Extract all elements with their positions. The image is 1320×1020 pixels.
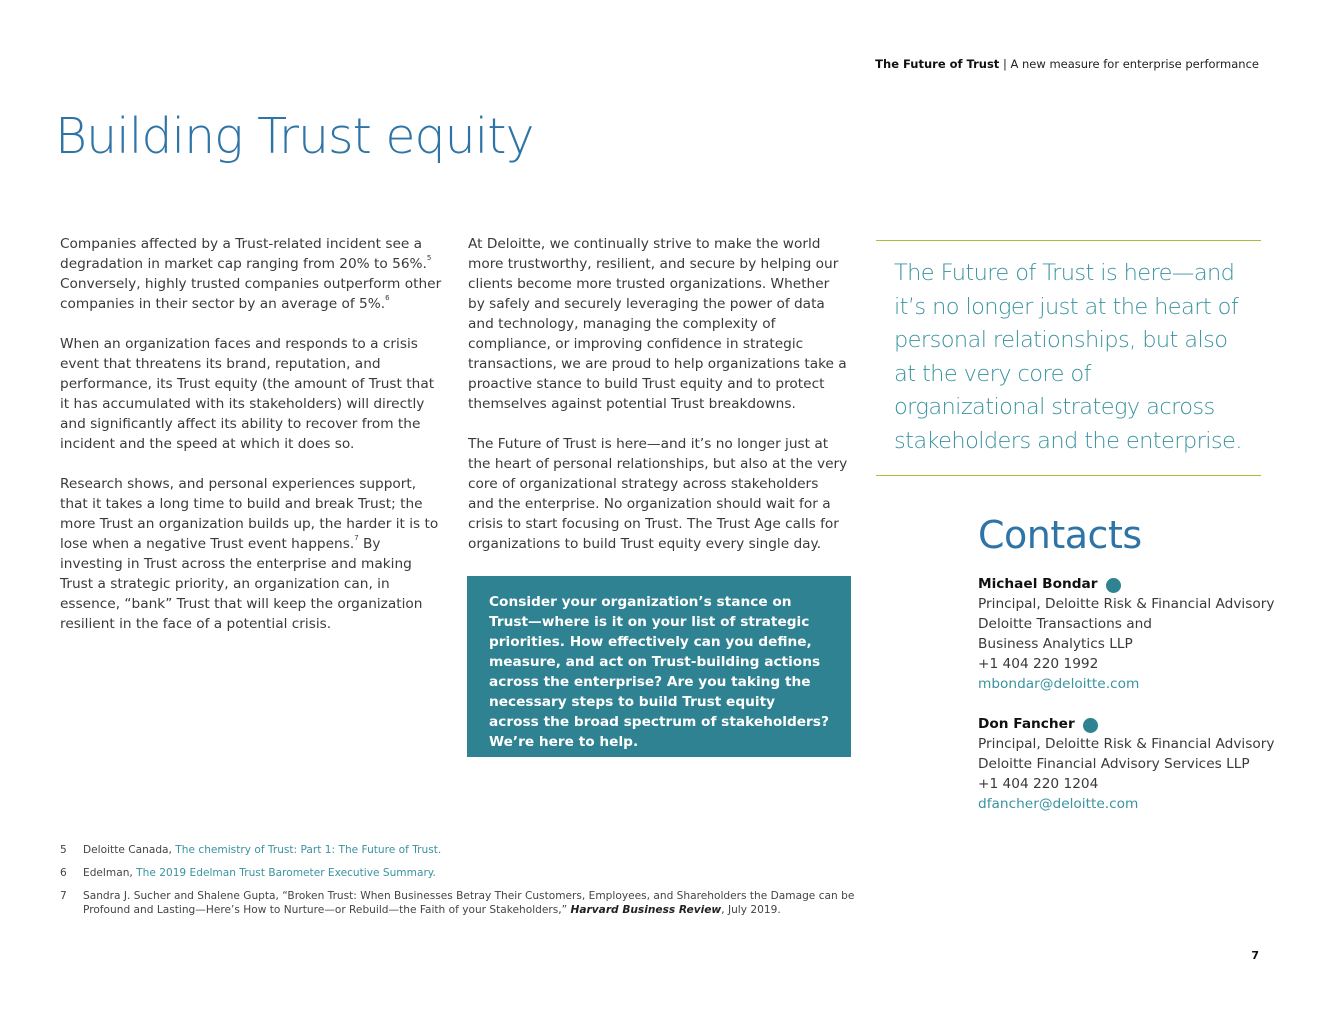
footnote-link[interactable]: The chemistry of Trust: Part 1: The Future of Trust. — [175, 844, 442, 856]
footnote-ref: 7 — [354, 534, 359, 542]
page-number: 7 — [1251, 949, 1259, 962]
callout-text: Consider your organization’s stance on Trust—where is it on your list of strategic priorities. How effectively can you define, measure, and act on Trust-building actions across the enterprise? Are you taking the necessary steps to build Trust equity across the broad spectrum of stakeholders? — [489, 594, 829, 730]
paragraph: At Deloitte, we continually strive to make the world more trustworthy, resilient, and secure by helping our clients become more trusted organizations. Whether by safely and securely leveraging the power of data and technology, managing the complexity of compliance, or improving confidence in strategic transactions, we are proud to help organizations take a proactive stance to build Trust equity and to protect themselves against potential Trust breakdowns. — [468, 236, 847, 412]
callout-cta: We’re here to help. — [489, 734, 639, 750]
paragraph: When an organization faces and responds to a crisis event that threatens its brand, reputation, and performance, its Trust equity (the amount of Trust that it has accumulated with its stakeholders) will directly and significantly affect its ability to recover from the incident and the speed at which it does so. — [60, 336, 435, 452]
paragraph: Companies affected by a Trust-related incident see a degradation in market cap ranging from 20% to 56%.$^5$ Conversely, highly trusted companies outperform other companies in their sector by an average of 5%.$^6$ — [60, 236, 442, 312]
footnote: 5 Deloitte Canada, The chemistry of Trust: Part 1: The Future of Trust. — [60, 844, 442, 856]
contact-name: Don Fancher — [978, 716, 1075, 732]
body-column-left — [60, 234, 442, 654]
linkedin-icon[interactable] — [1083, 718, 1098, 733]
contact-phone: +1 404 220 1204 — [978, 776, 1099, 792]
paragraph: Research shows, and personal experiences support, that it takes a long time to build and break Trust; the more Trust an organization builds up, the harder it is to lose when a negative Trust event happens.$^7$ By investing in Trust across the enterprise and making Trust a strategic priority, an organization can, in essence, “bank” Trust that will keep the organization resilient in the face of a potential crisis. — [60, 476, 439, 632]
paragraph: The Future of Trust is here—and it’s no longer just at the heart of personal relationships, but also at the very core of organizational strategy across stakeholders and the enterprise. No organization should wait for a crisis to start focusing on Trust. The Trust Age calls for organizations to build Trust equity every single day. — [468, 436, 848, 552]
contact-company: Business Analytics LLP — [978, 636, 1133, 652]
header-subtitle: A new measure for enterprise performance — [1010, 57, 1259, 71]
footnote-ref: 5 — [426, 254, 432, 262]
contact-name-row — [978, 574, 1278, 594]
footnote: 6 Edelman, The 2019 Edelman Trust Barometer Executive Summary. — [60, 867, 436, 879]
contact-name-row — [978, 714, 1278, 734]
footnote-link[interactable]: The 2019 Edelman Trust Barometer Executive Summary. — [136, 867, 436, 879]
contact-company: Deloitte Transactions and — [978, 616, 1152, 632]
footnotes — [60, 843, 860, 926]
footnote-ref: 6 — [385, 294, 390, 302]
journal-title: Harvard Business Review — [570, 904, 722, 916]
contact-company: Deloitte Financial Advisory Services LLP — [978, 756, 1250, 772]
header-separator: | — [999, 57, 1011, 71]
contact-phone: +1 404 220 1992 — [978, 656, 1099, 672]
contact-role: Principal, Deloitte Risk & Financial Advisory — [978, 596, 1275, 612]
running-header — [875, 57, 1259, 71]
contact-card — [978, 574, 1278, 694]
contact-card — [978, 714, 1278, 814]
page-title: Building Trust equity — [55, 108, 534, 165]
pull-quote-text: The Future of Trust is here—and it’s no longer just at the heart of personal relationships, but also at the very core of organizational strategy across stakeholders and the enterprise. — [894, 260, 1242, 454]
callout-box — [467, 576, 851, 757]
contact-name: Michael Bondar — [978, 576, 1098, 592]
contact-email-link[interactable]: mbondar@deloitte.com — [978, 676, 1140, 692]
linkedin-icon[interactable] — [1106, 578, 1121, 593]
footnote: 7 Sandra J. Sucher and Shalene Gupta, “Broken Trust: When Businesses Betray Their Customers, Employees, and Shareholders the Damage can be Profound and Lasting—Here’s How to Nurture—or Rebuild—the Faith of your Stakeholders,” Harvard Business Review, July 2019. — [60, 890, 855, 916]
body-column-middle — [468, 234, 848, 574]
contacts-section — [978, 510, 1278, 834]
footnote-number: 6 — [60, 867, 67, 879]
contacts-heading: Contacts — [978, 513, 1142, 557]
footnote-number: 5 — [60, 844, 67, 856]
pull-quote — [876, 240, 1261, 476]
contact-email-link[interactable]: dfancher@deloitte.com — [978, 796, 1139, 812]
header-title: The Future of Trust — [875, 57, 1000, 71]
contact-role: Principal, Deloitte Risk & Financial Advisory — [978, 736, 1275, 752]
footnote-number: 7 — [60, 890, 67, 902]
